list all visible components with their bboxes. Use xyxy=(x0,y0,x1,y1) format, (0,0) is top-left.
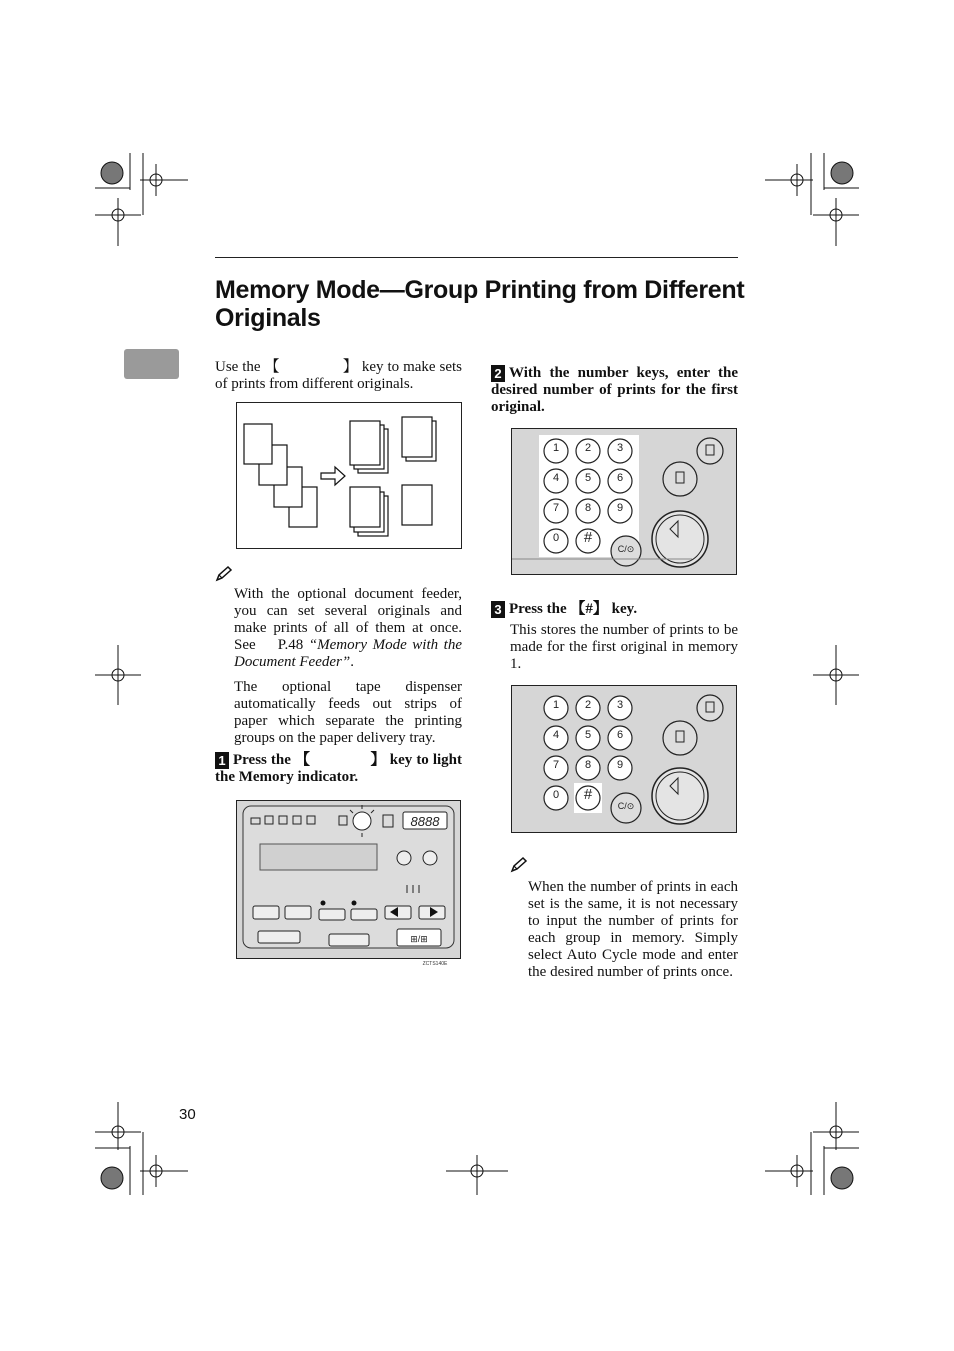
key-7: 7 xyxy=(552,502,560,514)
key-1: 1 xyxy=(552,442,560,454)
step1-press-the: Press the xyxy=(233,752,291,768)
panel-figure-code: ZCTS140E xyxy=(422,961,448,967)
note1-para1 xyxy=(234,586,462,671)
keypad-illustration-1 xyxy=(511,428,737,575)
operation-panel-drawing xyxy=(237,801,460,967)
hash-key-symbol: # xyxy=(585,601,593,617)
keypad-illustration-2 xyxy=(511,685,737,833)
key-6: 6 xyxy=(616,729,624,741)
key-6: 6 xyxy=(616,472,624,484)
step3-heading xyxy=(491,601,738,618)
key-0: 0 xyxy=(552,532,560,544)
step3-key-word: key. xyxy=(611,601,638,617)
keypad-drawing-1 xyxy=(512,429,736,574)
step2 xyxy=(491,365,738,416)
note1-para2: The optional tape dispenser automatically feeds out strips of paper which separate the printing groups on the paper delivery tray. xyxy=(234,679,462,746)
step3-number: 3 xyxy=(491,601,505,618)
key-2: 2 xyxy=(584,442,592,454)
step1-key-blank: 【 】 xyxy=(294,752,386,768)
key-5: 5 xyxy=(584,729,592,741)
key-8: 8 xyxy=(584,759,592,771)
intro-paragraph xyxy=(215,359,462,393)
step2-text: With the number keys, enter the desired number of prints for the first original. xyxy=(491,365,738,415)
svg-text:⊞/⊞: ⊞/⊞ xyxy=(410,934,428,944)
step1-number: 1 xyxy=(215,752,229,769)
page-number: 30 xyxy=(179,1106,196,1123)
key-hash: # xyxy=(583,529,593,546)
originals-to-sets-diagram xyxy=(237,403,461,548)
key-9: 9 xyxy=(616,759,624,771)
key-2: 2 xyxy=(584,699,592,711)
intro-key-rest: key to make sets of prints from different originals. xyxy=(215,359,463,392)
key-hash-highlighted: # xyxy=(583,786,593,803)
clear-key: C/⊙ xyxy=(617,801,635,811)
note1-para1-main: With the optional document feeder, you can set several originals and make prints of all of them at once. See xyxy=(234,586,462,653)
key-4: 4 xyxy=(552,472,560,484)
hash-key-ref: 【#】 xyxy=(570,601,608,617)
header-rule xyxy=(215,257,738,258)
counter-display: 8888 xyxy=(410,814,440,829)
key-8: 8 xyxy=(584,502,592,514)
step3 xyxy=(491,601,738,673)
key-bracket-blank: 【 】 xyxy=(264,359,358,375)
note-pencil-icon xyxy=(215,566,233,582)
intro-use-the: Use the xyxy=(215,359,261,375)
key-3: 3 xyxy=(616,699,624,711)
note1-period: . xyxy=(350,654,354,670)
clear-key: C/⊙ xyxy=(617,544,635,554)
key-4: 4 xyxy=(552,729,560,741)
step2-number: 2 xyxy=(491,365,505,382)
key-5: 5 xyxy=(584,472,592,484)
step1-rest: key to light the Memory indicator. xyxy=(215,752,463,785)
key-1: 1 xyxy=(552,699,560,711)
step3-press-the: Press the xyxy=(509,601,567,617)
step3-description: This stores the number of prints to be made for the first original in memory 1. xyxy=(510,622,738,672)
step1 xyxy=(215,752,462,786)
key-9: 9 xyxy=(616,502,624,514)
note1-section-ref: “Memory Mode with the Document Feeder” xyxy=(234,637,462,670)
keypad-drawing-2 xyxy=(512,686,736,832)
note-pencil-icon xyxy=(510,857,528,873)
operation-panel-illustration xyxy=(236,800,461,967)
chapter-tab xyxy=(124,349,179,379)
page-title: Memory Mode—Group Printing from Different Originals xyxy=(215,276,745,332)
key-7: 7 xyxy=(552,759,560,771)
note1-page-ref: P.48 xyxy=(277,637,304,653)
key-0: 0 xyxy=(552,789,560,801)
group-printing-illustration xyxy=(236,402,462,549)
note1 xyxy=(234,586,462,747)
key-3: 3 xyxy=(616,442,624,454)
note2-text: When the number of prints in each set is the same, it is not necessary to input the number of prints for each group in memory. Simply select Auto Cycle mode and enter the desired number of prints once. xyxy=(528,879,738,980)
